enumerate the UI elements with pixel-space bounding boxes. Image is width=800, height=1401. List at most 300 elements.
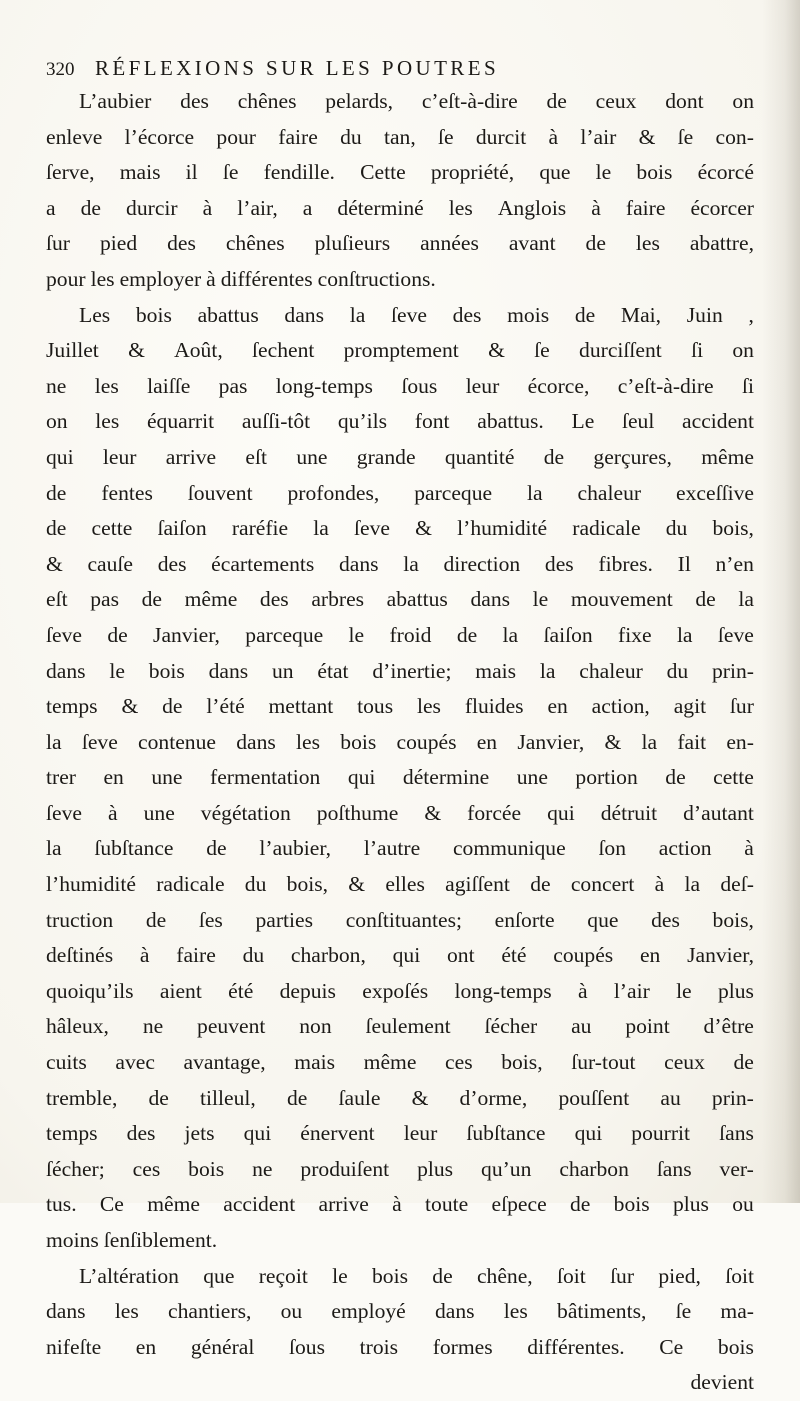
word: l’aubier, xyxy=(259,836,332,861)
word: ſouvent xyxy=(187,480,253,505)
word: & xyxy=(46,551,63,576)
word: de xyxy=(546,89,567,113)
word: une xyxy=(516,765,548,790)
word: Juin xyxy=(686,302,723,327)
word: contenue xyxy=(138,729,216,754)
word: bois, xyxy=(712,907,754,932)
word: ſaiſon xyxy=(157,516,207,541)
text-line xyxy=(46,831,754,867)
word: la xyxy=(676,622,693,647)
word: ſi xyxy=(741,373,754,398)
word: cuits xyxy=(46,1050,87,1075)
word: des xyxy=(259,587,289,612)
word: même xyxy=(147,1192,200,1217)
word: d’autant xyxy=(683,800,754,825)
word: ſeve xyxy=(46,800,82,825)
word: des xyxy=(651,907,680,932)
word: le xyxy=(595,160,612,185)
word: du xyxy=(666,658,689,683)
text-line xyxy=(46,867,754,903)
word: agiſſent xyxy=(445,872,510,897)
word: dans xyxy=(470,587,511,612)
word: ont xyxy=(446,943,475,968)
word: eſt xyxy=(46,587,68,612)
word: mettant xyxy=(268,694,334,719)
word: dans xyxy=(338,551,379,576)
word: prin- xyxy=(712,658,754,683)
word: faire xyxy=(176,943,216,968)
text-line xyxy=(46,155,754,191)
word: au xyxy=(660,1085,681,1110)
word: ſenſiblement. xyxy=(103,1228,218,1252)
word: & xyxy=(121,694,139,719)
word: ma- xyxy=(720,1299,754,1324)
word: pour xyxy=(46,266,86,291)
word: avec xyxy=(115,1050,155,1075)
word: en- xyxy=(726,729,754,754)
word: même xyxy=(184,587,238,612)
word: & xyxy=(424,800,442,825)
word: en xyxy=(103,765,124,790)
word: la xyxy=(46,729,62,754)
word: de xyxy=(432,1263,453,1288)
word: ſur xyxy=(729,694,754,719)
word: en xyxy=(639,943,661,968)
word: produiſent xyxy=(300,1156,390,1181)
word: ſoit xyxy=(725,1263,754,1288)
word: con- xyxy=(715,124,754,149)
word: que xyxy=(539,160,571,185)
word: une xyxy=(296,444,328,469)
word: à xyxy=(107,800,118,825)
text-line xyxy=(46,1330,754,1366)
word: arrive xyxy=(318,1192,369,1217)
word: des xyxy=(180,89,209,113)
word: gerçures, xyxy=(593,444,672,469)
word: de xyxy=(665,765,686,790)
word: arrive xyxy=(165,444,217,469)
word: pluſieurs xyxy=(314,231,391,256)
word: Ce xyxy=(99,1192,124,1217)
text-line xyxy=(46,369,754,405)
word: ſe xyxy=(438,124,454,149)
word: même xyxy=(701,444,754,469)
word: ſe xyxy=(222,160,239,185)
text-line xyxy=(46,1187,754,1223)
word: été xyxy=(228,978,254,1003)
word: abattus. xyxy=(477,409,544,434)
word: de xyxy=(46,516,67,541)
word: les xyxy=(95,409,120,434)
word: temps xyxy=(46,1121,98,1146)
word: la xyxy=(527,480,543,505)
word: fendille. xyxy=(263,160,335,185)
word: aient xyxy=(159,978,202,1003)
word: à xyxy=(654,872,665,897)
word: de xyxy=(574,302,596,327)
word: au xyxy=(571,1014,592,1039)
running-header xyxy=(46,56,746,86)
word: des xyxy=(167,231,196,256)
text-line xyxy=(46,1223,754,1259)
word: ne xyxy=(142,1014,164,1039)
word: ſeulement xyxy=(365,1014,451,1039)
word: les xyxy=(635,231,660,256)
word: le xyxy=(109,658,125,683)
text-line xyxy=(46,440,754,476)
word: Janvier, xyxy=(153,622,220,647)
word: Juillet xyxy=(46,338,99,363)
word: écorcé xyxy=(697,160,754,185)
word: ceux xyxy=(664,1050,705,1075)
word: une xyxy=(143,800,175,825)
word: cauſe xyxy=(87,551,134,576)
word: employé xyxy=(331,1299,406,1324)
word: mouvement xyxy=(570,587,673,612)
word: que xyxy=(587,907,619,932)
word: bois xyxy=(135,302,172,327)
catchword xyxy=(46,1365,754,1401)
word: & xyxy=(488,338,505,363)
word: employer xyxy=(119,266,202,291)
word: & xyxy=(638,124,656,149)
word: radicale xyxy=(156,872,225,897)
word: reçoit xyxy=(258,1263,308,1288)
word: Anglois xyxy=(497,195,567,220)
word: l’air xyxy=(613,978,650,1003)
word: en xyxy=(547,694,568,719)
word: écartements xyxy=(211,551,315,576)
text-line xyxy=(46,1009,754,1045)
word: les xyxy=(90,266,115,291)
word: a xyxy=(46,195,56,220)
word: fermentation xyxy=(210,765,321,790)
word: ſi xyxy=(691,338,704,363)
word: ſur-tout xyxy=(571,1050,636,1075)
word: charbon xyxy=(559,1156,629,1181)
word: les xyxy=(416,694,441,719)
word: bois, xyxy=(501,1050,543,1075)
word: de xyxy=(148,1085,169,1110)
word: Mai, xyxy=(620,302,662,327)
word: Les xyxy=(79,302,111,327)
word: ceux xyxy=(595,89,637,113)
word: l’humidité xyxy=(46,872,136,897)
word: durcir xyxy=(126,195,178,220)
word: les xyxy=(503,1299,528,1324)
word: a xyxy=(302,195,313,220)
word: écorce, xyxy=(527,373,590,398)
text-line xyxy=(46,1116,754,1152)
word: durciſſent xyxy=(579,338,662,363)
word: des xyxy=(544,551,574,576)
word: ſeve xyxy=(717,622,754,647)
word: communique xyxy=(452,836,566,861)
word: avant xyxy=(508,231,556,256)
word: ne xyxy=(46,373,67,398)
word: qui xyxy=(547,800,575,825)
word: point xyxy=(625,1014,670,1039)
word: ſous xyxy=(289,1334,326,1359)
word: l’écorce xyxy=(124,124,195,149)
text-line xyxy=(46,120,754,156)
word: bois xyxy=(372,1263,408,1288)
word: parceque xyxy=(245,622,324,647)
word: deſtinés xyxy=(46,943,114,968)
word: leur xyxy=(403,1121,438,1146)
word: différentes xyxy=(220,266,313,291)
word: agit xyxy=(673,694,707,719)
text-line xyxy=(46,191,754,227)
word: même xyxy=(363,1050,417,1075)
word: mais xyxy=(119,160,161,185)
word: pourrit xyxy=(631,1121,691,1146)
word: portion xyxy=(575,765,638,790)
word: qu’ils xyxy=(337,409,388,434)
word: chantiers, xyxy=(168,1299,252,1324)
word: en xyxy=(476,729,498,754)
word: non xyxy=(299,1014,332,1039)
word: les xyxy=(114,1299,139,1324)
word: nifeſte xyxy=(46,1334,102,1359)
text-line xyxy=(46,1294,754,1330)
word: ſoit xyxy=(556,1263,586,1288)
word: radicale xyxy=(572,516,641,541)
word: ſe xyxy=(677,124,694,149)
word: bois xyxy=(636,160,673,185)
word: dans xyxy=(284,302,325,327)
word: ſeve xyxy=(354,516,391,541)
word: elles xyxy=(385,872,425,897)
word: écorcer xyxy=(690,195,754,220)
word: profondes, xyxy=(287,480,380,505)
word: concert xyxy=(570,872,635,897)
word: des xyxy=(157,551,187,576)
word: bois, xyxy=(712,516,754,541)
word: le xyxy=(332,1263,348,1288)
word: ſaiſon xyxy=(543,622,593,647)
word: une xyxy=(151,765,183,790)
word: Août, xyxy=(174,338,223,363)
text-line xyxy=(46,226,754,262)
word: pouſſent xyxy=(558,1085,630,1110)
word: les xyxy=(448,195,473,220)
word: ſe xyxy=(534,338,550,363)
page-number: 320 xyxy=(46,59,75,80)
word: pas xyxy=(90,587,119,612)
word: le xyxy=(532,587,549,612)
word: ſubſtance xyxy=(94,836,174,861)
word: ſubſtance xyxy=(466,1121,546,1146)
word: fibres. xyxy=(598,551,653,576)
word: dans xyxy=(208,658,249,683)
word: le xyxy=(676,978,692,1003)
text-line xyxy=(46,547,754,583)
word: la xyxy=(502,622,519,647)
word: de xyxy=(46,480,67,505)
word: leur xyxy=(102,444,137,469)
word: années xyxy=(420,231,479,256)
word: de xyxy=(286,1085,308,1110)
word: bois, xyxy=(286,872,329,897)
word: quantité xyxy=(444,444,515,469)
word: hâleux, xyxy=(46,1014,109,1039)
word: coupés xyxy=(396,729,457,754)
word: n’en xyxy=(715,551,754,576)
word: fentes xyxy=(101,480,153,505)
word: toute xyxy=(425,1192,469,1217)
text-line xyxy=(46,1152,754,1188)
page-edge-shadow xyxy=(762,0,800,1203)
word: prin- xyxy=(711,1085,754,1110)
word: parties xyxy=(255,907,314,932)
word: à xyxy=(392,1192,402,1217)
word: ſon xyxy=(598,836,627,861)
word: accident xyxy=(682,409,754,434)
word: ſes xyxy=(198,907,223,932)
word: végétation xyxy=(200,800,291,825)
word: de xyxy=(530,872,551,897)
word: chaleur xyxy=(577,480,642,505)
word: des xyxy=(126,1121,156,1146)
word: déterminé xyxy=(337,195,424,220)
word: les xyxy=(296,729,321,754)
word: faire xyxy=(278,124,318,149)
word: tous xyxy=(357,694,394,719)
word: raréfie xyxy=(231,516,289,541)
word: un xyxy=(271,658,294,683)
word: état xyxy=(317,658,349,683)
text-line xyxy=(46,654,754,690)
word: détruit xyxy=(600,800,658,825)
word: froid xyxy=(389,622,432,647)
word: , xyxy=(748,302,754,327)
word: d’être xyxy=(703,1014,754,1039)
word: enleve xyxy=(46,124,103,149)
text-line xyxy=(46,404,754,440)
word: L’aubier xyxy=(79,89,152,113)
word: eſpece xyxy=(491,1192,547,1217)
word: font xyxy=(414,409,450,434)
word: deſ- xyxy=(720,872,754,897)
word: l’été xyxy=(206,694,245,719)
word: pas xyxy=(218,373,248,398)
word: & xyxy=(128,338,145,363)
word: bâtiments, xyxy=(557,1299,647,1324)
text-line xyxy=(46,903,754,939)
word: à xyxy=(591,195,601,220)
word: propriété, xyxy=(430,160,515,185)
word: bois xyxy=(717,1334,754,1359)
word: de xyxy=(695,587,716,612)
word: ſur xyxy=(46,231,70,256)
word: pelards, xyxy=(325,89,394,113)
text-line xyxy=(46,298,754,334)
word: on xyxy=(46,409,68,434)
word: coupés xyxy=(553,943,614,968)
word: & xyxy=(415,516,432,541)
word: peuvent xyxy=(197,1014,266,1039)
word: trer xyxy=(46,765,76,790)
text-line xyxy=(46,760,754,796)
text-line xyxy=(46,1045,754,1081)
text-line xyxy=(46,1259,754,1295)
word: le xyxy=(348,622,365,647)
word: de xyxy=(145,907,167,932)
word: de xyxy=(162,694,183,719)
word: direction xyxy=(443,551,521,576)
word: de xyxy=(80,195,102,220)
word: Janvier, xyxy=(517,729,585,754)
text-line xyxy=(46,796,754,832)
word: à xyxy=(206,266,216,291)
word: dans xyxy=(236,729,276,754)
word: formes xyxy=(432,1334,493,1359)
word: la xyxy=(738,587,754,612)
word: ou xyxy=(280,1299,303,1324)
word: des xyxy=(452,302,482,327)
word: ſans xyxy=(719,1121,754,1146)
word: équarrit xyxy=(146,409,215,434)
text-line xyxy=(46,333,754,369)
word: tan, xyxy=(383,124,416,149)
word: ſur xyxy=(610,1263,635,1288)
word: Le xyxy=(571,409,595,434)
word: qui xyxy=(392,943,421,968)
word: dont xyxy=(665,89,704,113)
word: du xyxy=(242,943,265,968)
body-text xyxy=(46,84,754,1401)
word: fluides xyxy=(464,694,524,719)
word: avantage, xyxy=(183,1050,266,1075)
word: charbon, xyxy=(290,943,366,968)
word: dans xyxy=(434,1299,475,1324)
word: eſt xyxy=(245,444,268,469)
word: fixe xyxy=(618,622,652,647)
word: forcée xyxy=(467,800,522,825)
word: de xyxy=(569,1192,591,1217)
word: pour xyxy=(216,124,256,149)
word: ſans xyxy=(656,1156,692,1181)
word: d’orme, xyxy=(459,1085,528,1110)
word: exceſſive xyxy=(676,480,754,505)
word: poſthume xyxy=(316,800,399,825)
word: il xyxy=(185,160,198,185)
word: différentes. xyxy=(527,1334,625,1359)
word: leur xyxy=(465,373,500,398)
word: la xyxy=(403,551,419,576)
text-line xyxy=(46,84,754,120)
word: depuis xyxy=(279,978,336,1003)
running-title: RÉFLEXIONS SUR LES POUTRES xyxy=(95,56,500,80)
word: plus xyxy=(672,1192,709,1217)
word: expoſés xyxy=(362,978,429,1003)
word: chênes xyxy=(237,89,297,113)
word: de xyxy=(206,836,227,861)
word: tilleul, xyxy=(200,1085,256,1110)
word: qui xyxy=(574,1121,603,1146)
word: laiſſe xyxy=(147,373,191,398)
word: dans xyxy=(46,1299,86,1324)
word: la xyxy=(313,516,329,541)
word: de xyxy=(141,587,162,612)
word: bois xyxy=(188,1156,225,1181)
word: qui xyxy=(347,765,376,790)
word: la xyxy=(46,836,62,861)
text-line xyxy=(46,618,754,654)
word: & xyxy=(604,729,622,754)
word: mais xyxy=(294,1050,336,1075)
